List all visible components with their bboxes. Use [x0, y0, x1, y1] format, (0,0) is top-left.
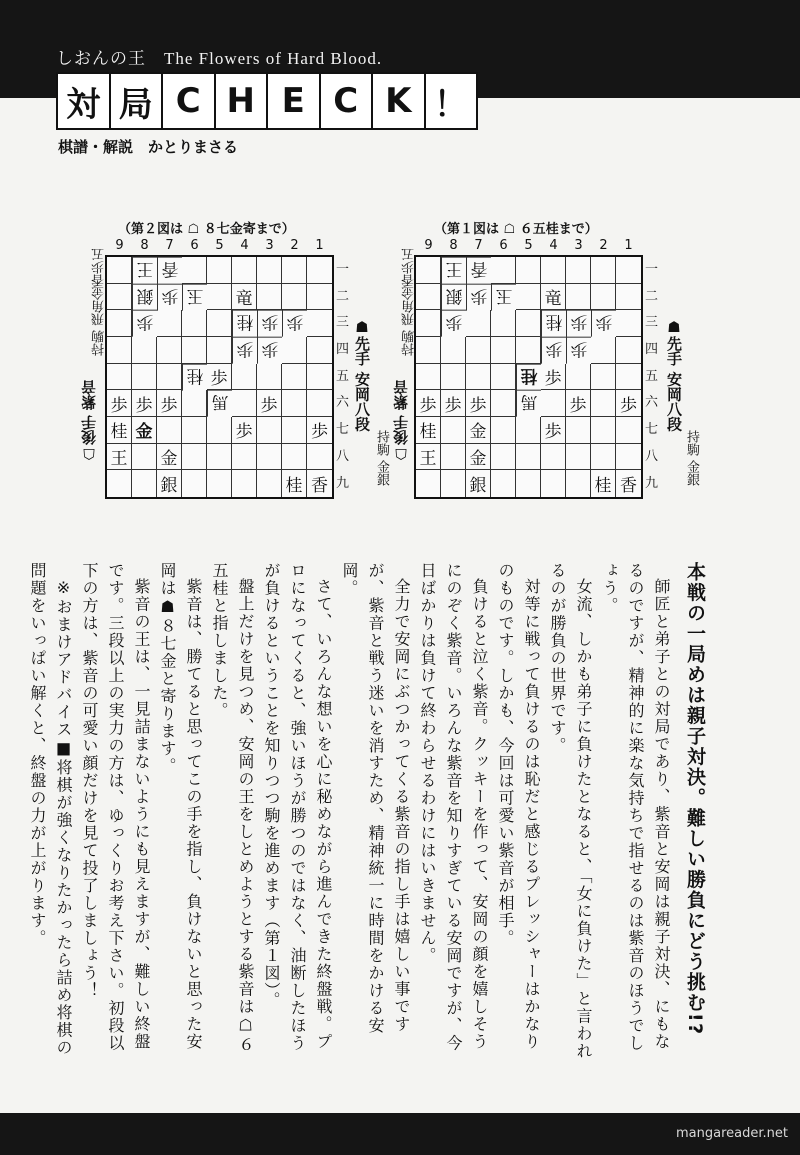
board-square — [416, 470, 441, 497]
diagram2-gote-hand: 持駒 飛角金香歩五 — [92, 248, 107, 357]
board-square — [232, 444, 257, 471]
board-square — [257, 444, 282, 471]
row-number: 八 — [645, 448, 659, 464]
board-square: 王 — [132, 257, 157, 284]
diagram1-sente-label: ☗先手 安岡八段 — [665, 318, 683, 432]
board-square — [157, 417, 182, 444]
board-square — [416, 364, 441, 391]
diagram2-caption: （第２図は ☖ ８七金寄まで） — [118, 222, 295, 237]
board-square — [591, 390, 616, 417]
board-square — [591, 257, 616, 284]
board-square — [182, 444, 207, 471]
article-paragraph: 負けると泣く紫音。クッキーを作って、安岡の顔を嬉しそうにのぞく紫音。いろんな紫音を知りすぎている安岡ですが、今日ばかりは負けて終わらせるわけにはいきません。 — [418, 562, 489, 1052]
board-square: 桂 — [107, 417, 132, 444]
board-square: 歩 — [441, 390, 466, 417]
board-square: 歩 — [307, 417, 332, 444]
board-square — [182, 310, 207, 337]
board-square — [541, 257, 566, 284]
board-square — [466, 337, 491, 364]
board-square: 歩 — [566, 337, 591, 364]
board-square — [541, 390, 566, 417]
board-square — [307, 390, 332, 417]
article-paragraph: さて、いろんな想いを心に秘めながら進んできた終盤戦。プロになってくると、強いほうが勝つのではなく、油断したほうが負けるということを知りつつ駒を進めます（第１図）。 — [262, 562, 333, 1052]
board-square: 王 — [107, 444, 132, 471]
board-square — [516, 337, 541, 364]
board-square — [441, 444, 466, 471]
row-number: 四 — [336, 342, 350, 358]
board-square — [566, 470, 591, 497]
board-square — [182, 257, 207, 284]
board-square — [182, 470, 207, 497]
article-body — [28, 562, 708, 1062]
article-paragraph: 女流、しかも弟子に負けたとなると、「女に負けた」と言われるのが勝負の世界です。 — [548, 562, 593, 1060]
board-square — [282, 390, 307, 417]
board-square — [591, 364, 616, 391]
board-square — [207, 310, 232, 337]
row-number: 一 — [645, 262, 659, 277]
board-square: 桂 — [416, 417, 441, 444]
board-square — [466, 310, 491, 337]
board-square: 桂 — [282, 470, 307, 497]
board-square — [307, 284, 332, 311]
diagram2-board — [105, 255, 334, 499]
board-square: 歩 — [541, 364, 566, 391]
board-square: 歩 — [232, 417, 257, 444]
col-number: 8 — [449, 238, 458, 253]
row-number: 七 — [336, 422, 350, 438]
board-square — [541, 444, 566, 471]
board-square — [157, 337, 182, 364]
board-square — [466, 364, 491, 391]
col-number: 3 — [265, 238, 274, 253]
board-square — [282, 337, 307, 364]
board-square — [516, 444, 541, 471]
diagram2-sente-hand: 持駒 金銀 — [374, 430, 389, 487]
board-square — [182, 417, 207, 444]
row-number: 九 — [336, 475, 350, 491]
board-square — [616, 417, 641, 444]
diagram2-row-numbers — [336, 257, 349, 497]
board-square: 桂 — [591, 470, 616, 497]
col-number: 1 — [624, 238, 633, 253]
board-square — [616, 257, 641, 284]
diagram1-gote-hand: 持駒 飛角金香歩五 — [402, 248, 417, 357]
board-square: 王 — [441, 257, 466, 284]
board-square — [132, 337, 157, 364]
board-square — [182, 337, 207, 364]
board-square: 歩 — [591, 310, 616, 337]
board-square: 金 — [157, 444, 182, 471]
board-square — [132, 470, 157, 497]
article-paragraph: ※おまけアドバイス■将棋が強くなりたかったら詰め将棋の問題をいっぱい解くと、終盤の力が上がります。 — [28, 562, 73, 1057]
board-square — [157, 310, 182, 337]
row-number: 二 — [336, 288, 350, 304]
board-square — [416, 257, 441, 284]
board-square — [441, 417, 466, 444]
title-char: H — [216, 74, 269, 128]
board-square — [307, 444, 332, 471]
board-square — [616, 364, 641, 391]
board-square: 歩 — [132, 390, 157, 417]
board-square — [491, 444, 516, 471]
board-square — [491, 310, 516, 337]
board-square — [516, 417, 541, 444]
board-square: 香 — [157, 257, 182, 284]
board-square — [516, 470, 541, 497]
board-square: 歩 — [157, 390, 182, 417]
board-square: 歩 — [107, 390, 132, 417]
board-square: 歩 — [541, 417, 566, 444]
board-square — [307, 337, 332, 364]
board-square: 歩 — [416, 390, 441, 417]
col-number: 5 — [524, 238, 533, 253]
board-square — [232, 364, 257, 391]
board-square — [207, 337, 232, 364]
article-paragraph: 紫音は、勝てると思ってこの手を指し、負けないと思った安岡は☗８七金と寄ります。 — [158, 562, 203, 1051]
col-number: 7 — [474, 238, 483, 253]
board-square — [566, 417, 591, 444]
board-square — [566, 364, 591, 391]
board-square: 竜 — [541, 284, 566, 311]
board-square: 歩 — [257, 310, 282, 337]
board-square — [416, 337, 441, 364]
board-square: 桂 — [541, 310, 566, 337]
board-square — [182, 390, 207, 417]
board-square — [491, 470, 516, 497]
board-square — [282, 417, 307, 444]
col-number: 2 — [599, 238, 608, 253]
row-number: 六 — [645, 395, 659, 411]
col-number: 4 — [549, 238, 558, 253]
board-square — [491, 417, 516, 444]
board-square — [107, 337, 132, 364]
diagram1-gote-label: ☖後手 紫音 — [392, 380, 410, 464]
board-square — [491, 337, 516, 364]
row-number: 一 — [336, 262, 350, 277]
board-square: 桂 — [232, 310, 257, 337]
board-square: 香 — [620, 476, 637, 497]
board-square — [441, 364, 466, 391]
board-square: 金 — [466, 444, 491, 471]
board-square — [591, 337, 616, 364]
board-square — [416, 284, 441, 311]
row-number: 六 — [336, 395, 350, 411]
col-number: 7 — [165, 238, 174, 253]
board-square — [441, 337, 466, 364]
board-square — [257, 364, 282, 391]
board-square: 香 — [466, 257, 491, 284]
board-square — [516, 310, 541, 337]
board-square — [232, 257, 257, 284]
col-number: 2 — [290, 238, 299, 253]
col-number: 9 — [115, 238, 124, 253]
board-square — [282, 257, 307, 284]
title-char: 局 — [111, 74, 164, 128]
credit-line: 棋譜・解説 かとりまさる — [58, 138, 239, 156]
board-square: 玉 — [182, 284, 207, 311]
board-square: 桂 — [516, 364, 541, 391]
diagram2-sente-label: ☗先手 安岡八段 — [353, 318, 371, 432]
board-square — [307, 257, 332, 284]
board-square: 馬 — [207, 390, 232, 417]
board-square — [566, 444, 591, 471]
title-char: ！ — [433, 84, 468, 125]
board-square: 歩 — [466, 390, 491, 417]
title-char: C — [321, 74, 374, 128]
diagram1-caption: （第１図は ☖ ６五桂まで） — [434, 222, 598, 237]
board-square — [282, 284, 307, 311]
page-title — [56, 72, 478, 130]
row-number: 四 — [645, 342, 659, 358]
col-number: 4 — [240, 238, 249, 253]
board-square — [441, 470, 466, 497]
article-paragraph: 全力で安岡にぶつかってくる紫音の指し手は嬉しい事ですが、紫音と戦う迷いを消すため、精神統一に時間をかける安岡。 — [340, 562, 411, 1035]
row-number: 九 — [645, 475, 659, 491]
board-square: 桂 — [182, 364, 207, 391]
board-square: 歩 — [207, 364, 232, 391]
board-square: 歩 — [257, 337, 282, 364]
board-square: 歩 — [132, 310, 157, 337]
diagram2-gote-label: ☖後手 紫音 — [80, 380, 98, 464]
article-paragraph: 紫音の王は、一見詰まないようにも見えますが、難しい終盤です。三段以上の実力の方は、ゆっくりお考え下さい。初段以下の方は、紫音の可愛い顔だけを見て投了しましょう！ — [80, 562, 151, 1052]
row-number: 二 — [645, 288, 659, 304]
board-square — [207, 284, 232, 311]
col-number: 3 — [574, 238, 583, 253]
board-square: 歩 — [441, 310, 466, 337]
row-number: 八 — [336, 448, 350, 464]
board-square — [591, 284, 616, 311]
board-square: 銀 — [157, 470, 182, 497]
col-number: 5 — [215, 238, 224, 253]
board-square: 歩 — [232, 337, 257, 364]
article-paragraph: 対等に戦って負けるのは恥だと感じるプレッシャーはかなりのものです。しかも、今回は可愛い紫音が相手。 — [496, 562, 541, 1051]
title-char: 対 — [58, 74, 111, 128]
board-square: 王 — [416, 444, 441, 471]
row-number: 五 — [336, 368, 350, 384]
diagram1-board — [414, 255, 643, 499]
diagram2-col-numbers — [107, 238, 332, 253]
series-title: しおんの王 The Flowers of Hard Blood. — [56, 49, 383, 68]
board-square: 歩 — [541, 337, 566, 364]
board-square: 玉 — [491, 284, 516, 311]
board-square: 歩 — [282, 310, 307, 337]
board-square: 香 — [311, 476, 328, 497]
title-char: E — [268, 74, 321, 128]
board-square: 馬 — [516, 390, 541, 417]
title-char: K — [373, 74, 426, 128]
board-square: 銀 — [466, 470, 491, 497]
board-square — [257, 257, 282, 284]
board-square: 歩 — [157, 284, 182, 311]
board-square — [491, 257, 516, 284]
board-square — [107, 257, 132, 284]
row-number: 五 — [645, 368, 659, 384]
board-square — [132, 444, 157, 471]
board-square — [107, 310, 132, 337]
board-square — [591, 444, 616, 471]
board-square — [157, 364, 182, 391]
board-square — [207, 470, 232, 497]
board-square — [282, 444, 307, 471]
board-square — [132, 364, 157, 391]
col-number: 6 — [190, 238, 199, 253]
diagram1-col-numbers — [416, 238, 641, 253]
board-square — [107, 284, 132, 311]
board-square — [257, 470, 282, 497]
board-square — [616, 284, 641, 311]
board-square: 歩 — [616, 390, 641, 417]
col-number: 8 — [140, 238, 149, 253]
col-number: 9 — [424, 238, 433, 253]
board-square — [491, 364, 516, 391]
board-square — [107, 364, 132, 391]
board-square — [257, 284, 282, 311]
col-number: 6 — [499, 238, 508, 253]
diagram1-sente-hand: 持駒 金銀 — [684, 430, 699, 487]
board-square — [616, 310, 641, 337]
board-square: 金 — [132, 417, 157, 444]
row-number: 七 — [645, 422, 659, 438]
article-paragraph: 師匠と弟子との対局であり、紫音と安岡は親子対決、にもなるのですが、精神的に楽な気持ちで指せるのは紫音のほうでしょう。 — [600, 562, 671, 1052]
board-square — [207, 257, 232, 284]
row-number: 三 — [336, 315, 350, 331]
board-square — [107, 470, 132, 497]
board-square: 歩 — [466, 284, 491, 311]
board-square — [566, 257, 591, 284]
board-square — [307, 310, 332, 337]
board-square — [207, 444, 232, 471]
col-number: 1 — [315, 238, 324, 253]
board-square: 金 — [466, 417, 491, 444]
board-square — [591, 417, 616, 444]
board-square — [232, 390, 257, 417]
board-square: 歩 — [566, 390, 591, 417]
diagram1-row-numbers — [645, 257, 658, 497]
board-square — [282, 364, 307, 391]
board-square: 歩 — [566, 310, 591, 337]
title-char: C — [163, 74, 216, 128]
board-square: 歩 — [257, 390, 282, 417]
board-square: 竜 — [232, 284, 257, 311]
watermark: mangareader.net — [676, 1126, 788, 1141]
board-square — [307, 364, 332, 391]
row-number: 三 — [645, 315, 659, 331]
board-square: 銀 — [132, 284, 157, 311]
board-square — [516, 284, 541, 311]
board-square — [232, 470, 257, 497]
article-heading: 本戦の一局めは親子対決。難しい勝負にどう挑む!? — [684, 562, 706, 1036]
board-square — [616, 337, 641, 364]
board-square — [541, 470, 566, 497]
article-paragraph: 盤上だけを見つめ、安岡の王をしとめようとする紫音は☖６五桂と指しました。 — [210, 562, 255, 1054]
board-square — [516, 257, 541, 284]
board-square — [257, 417, 282, 444]
board-square — [416, 310, 441, 337]
board-square: 銀 — [441, 284, 466, 311]
board-square — [566, 284, 591, 311]
board-square — [207, 417, 232, 444]
board-square — [491, 390, 516, 417]
board-square — [616, 444, 641, 471]
